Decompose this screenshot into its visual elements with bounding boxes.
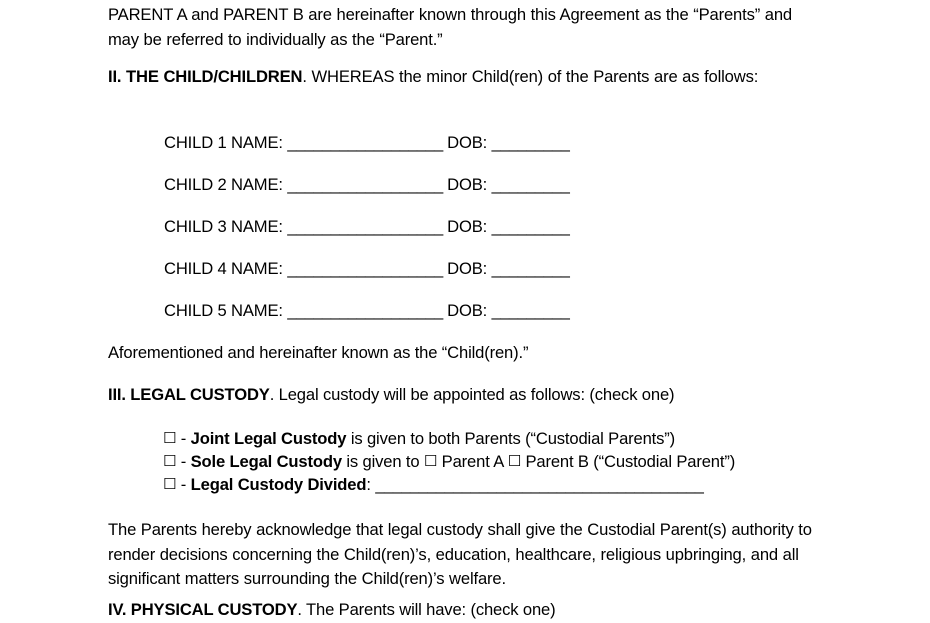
child-row-5 bbox=[164, 299, 569, 324]
child-5-dob-blank[interactable]: _________ bbox=[491, 301, 570, 320]
option-divided-colon: : bbox=[366, 475, 371, 494]
option-joint-dash: - bbox=[180, 429, 187, 448]
option-parent-b-label: Parent B (“Custodial Parent”) bbox=[521, 452, 736, 471]
checkbox-parent-a[interactable]: ☐ bbox=[423, 452, 438, 470]
child-1-name-blank[interactable]: __________________ bbox=[287, 133, 443, 152]
option-sole-rest-before: is given to bbox=[341, 452, 424, 471]
section-iv-heading bbox=[108, 598, 556, 623]
option-sole-legal-custody[interactable] bbox=[163, 450, 735, 475]
child-4-name-label: CHILD 4 NAME: bbox=[164, 259, 283, 278]
child-2-name-blank[interactable]: __________________ bbox=[287, 175, 443, 194]
child-row-3 bbox=[164, 215, 569, 240]
option-joint-label: Joint Legal Custody bbox=[190, 429, 347, 448]
section-iv-number-title: IV. PHYSICAL CUSTODY bbox=[108, 600, 298, 619]
child-1-name-label: CHILD 1 NAME: bbox=[164, 133, 283, 152]
checkbox-sole-legal-custody[interactable]: ☐ bbox=[163, 452, 177, 470]
child-row-4 bbox=[164, 257, 569, 282]
child-1-dob-blank[interactable]: _________ bbox=[491, 133, 570, 152]
child-row-2 bbox=[164, 173, 569, 198]
child-row-1 bbox=[164, 131, 569, 156]
section-ii-closing: Aforementioned and hereinafter known as the “Child(ren).” bbox=[108, 343, 529, 362]
child-5-name-blank[interactable]: __________________ bbox=[287, 301, 443, 320]
child-5-name-label: CHILD 5 NAME: bbox=[164, 301, 283, 320]
option-divided-blank[interactable]: ______________________________________ bbox=[375, 475, 704, 494]
option-divided-label: Legal Custody Divided bbox=[190, 475, 367, 494]
child-5-dob-label: DOB: bbox=[447, 301, 488, 320]
checkbox-joint-legal-custody[interactable]: ☐ bbox=[163, 429, 177, 447]
option-sole-dash: - bbox=[180, 452, 187, 471]
option-legal-custody-divided[interactable] bbox=[163, 473, 703, 498]
option-joint-rest: is given to both Parents (“Custodial Parents”) bbox=[346, 429, 676, 448]
checkbox-parent-b[interactable]: ☐ bbox=[507, 452, 521, 470]
option-joint-legal-custody[interactable] bbox=[163, 427, 675, 452]
section-iv-body: . The Parents will have: (check one) bbox=[297, 600, 556, 619]
child-3-name-label: CHILD 3 NAME: bbox=[164, 217, 283, 236]
section-ii-heading bbox=[108, 65, 820, 90]
intro-paragraph: PARENT A and PARENT B are hereinafter known through this Agreement as the “Parents” and may be referred to individually as the “Parent.” bbox=[108, 5, 792, 49]
section-ii-body: . WHEREAS the minor Child(ren) of the Parents are as follows: bbox=[302, 67, 759, 86]
option-divided-dash: - bbox=[180, 475, 187, 494]
legal-custody-acknowledgement: The Parents hereby acknowledge that legal custody shall give the Custodial Parent(s) authority to render decisions concerning the Child(ren)’s, education, healthcare, religious upbringing, and all significant matters surrounding the Child(ren)’s welfare. bbox=[108, 520, 812, 588]
child-3-name-blank[interactable]: __________________ bbox=[287, 217, 443, 236]
child-2-name-label: CHILD 2 NAME: bbox=[164, 175, 283, 194]
option-parent-a-label: Parent A bbox=[437, 452, 508, 471]
option-sole-label: Sole Legal Custody bbox=[190, 452, 342, 471]
section-iii-heading bbox=[108, 383, 674, 408]
checkbox-legal-custody-divided[interactable]: ☐ bbox=[163, 475, 177, 493]
child-4-dob-label: DOB: bbox=[447, 259, 488, 278]
child-2-dob-label: DOB: bbox=[447, 175, 488, 194]
child-3-dob-label: DOB: bbox=[447, 217, 488, 236]
section-ii-number-title: II. THE CHILD/CHILDREN bbox=[108, 67, 303, 86]
child-4-name-blank[interactable]: __________________ bbox=[287, 259, 443, 278]
child-1-dob-label: DOB: bbox=[447, 133, 488, 152]
section-iii-number-title: III. LEGAL CUSTODY bbox=[108, 385, 270, 404]
child-3-dob-blank[interactable]: _________ bbox=[491, 217, 570, 236]
child-4-dob-blank[interactable]: _________ bbox=[491, 259, 570, 278]
section-iii-body: . Legal custody will be appointed as follows: (check one) bbox=[269, 385, 675, 404]
child-2-dob-blank[interactable]: _________ bbox=[491, 175, 570, 194]
